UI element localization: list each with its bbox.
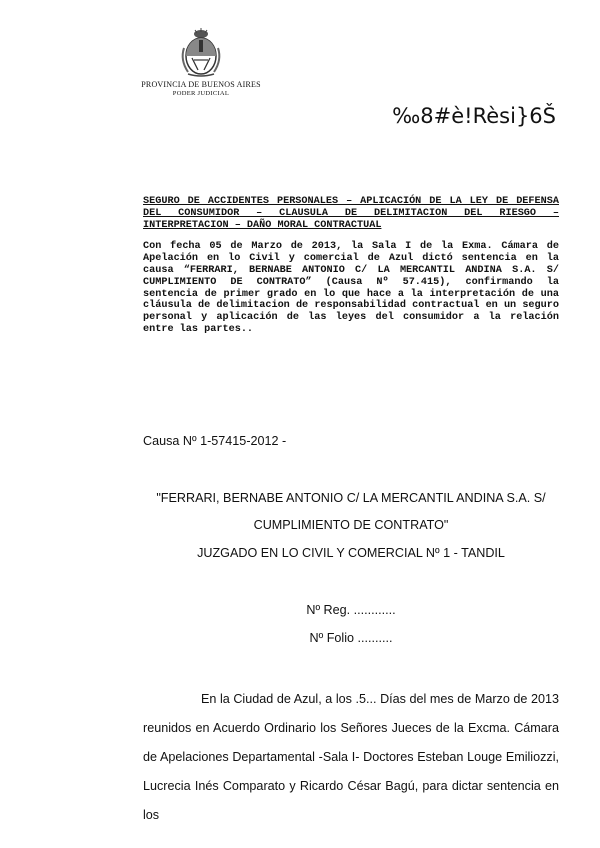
- body-paragraph: En la Ciudad de Azul, a los .5... Días del mes de Marzo de 2013 reunidos en Acuerdo Ordinario los Señores Jueces de la Excma. Cámara de Apelaciones Departamental -Sala I- Doctores Esteban Louge Emiliozzi, Lucrecia Inés Comparato y Ricardo César Bagú, para dictar sentencia en los: [143, 692, 559, 822]
- coat-of-arms-icon: [176, 26, 226, 78]
- case-number: Causa Nº 1-57415-2012 -: [143, 434, 287, 448]
- court-name: JUZGADO EN LO CIVIL Y COMERCIAL Nº 1 - TANDIL: [197, 546, 505, 560]
- folio-number: Nº Folio ..........: [309, 631, 393, 645]
- reg-number: Nº Reg. ............: [306, 603, 396, 617]
- branch-name: PODER JUDICIAL: [172, 90, 230, 97]
- summary-headline: SEGURO DE ACCIDENTES PERSONALES – APLICACIÓN DE LA LEY DE DEFENSA DEL CONSUMIDOR – CLAUSULA DE DELIMITACION DEL RIESGO – INTERPRETACION – DAÑO MORAL CONTRACTUAL: [143, 196, 559, 231]
- case-summary: [143, 196, 559, 336]
- barcode-text: ‰8#è!Rèsi}6Š: [392, 104, 556, 128]
- letterhead: [140, 26, 262, 97]
- summary-abstract: Con fecha 05 de Marzo de 2013, la Sala I de la Exma. Cámara de Apelación en lo Civil y comercial de Azul dictó sentencia en la causa “FERRARI, BERNABE ANTONIO C/ LA MERCANTIL ANDINA S.A. S/ CUMPLIMIENTO DE CONTRATO” (Causa Nº 57.415), confirmando la sentencia de primer grado en lo que hace a la interpretación de una cláusula de delimitacion de responsabilidad contractual en un seguro personal y aplicación de las leyes del consumidor a la relación entre las partes..: [143, 241, 559, 335]
- org-name: PROVINCIA DE BUENOS AIRES: [141, 80, 261, 89]
- case-parties-line1: "FERRARI, BERNABE ANTONIO C/ LA MERCANTIL ANDINA S.A. S/: [156, 491, 546, 505]
- case-parties-line2: CUMPLIMIENTO DE CONTRATO": [253, 518, 449, 532]
